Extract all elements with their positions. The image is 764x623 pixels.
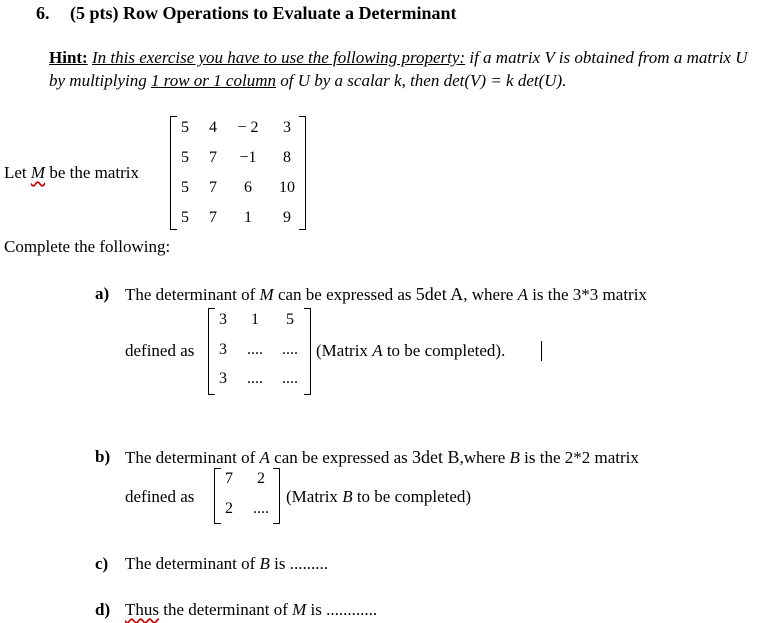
matrix-m — [170, 116, 306, 230]
problem-title: (5 pts) Row Operations to Evaluate a Determinant — [70, 3, 457, 23]
text-cursor — [541, 341, 542, 361]
matrix-cell: 7 — [209, 149, 217, 166]
hint-underlined: 1 row or 1 column — [150, 71, 276, 90]
part-b-text: The determinant of A can be expressed as 3det B,where B is the 2*2 matrix — [125, 447, 639, 467]
matrix-cell: −1 — [239, 149, 257, 166]
part-a-defined-as: defined as — [125, 341, 195, 360]
matrix-cell: 5 — [181, 209, 189, 226]
part-c-label: c) — [95, 554, 109, 573]
matrix-b — [214, 468, 280, 524]
matrix-cell: 5 — [181, 149, 189, 166]
matrix-cell: 3 — [283, 119, 291, 136]
matrix-cell: .... — [247, 370, 263, 387]
matrix-cell: − 2 — [237, 119, 259, 136]
matrix-cell: .... — [253, 500, 269, 517]
hint-property-text: In this exercise you have to use the following property: — [91, 48, 466, 67]
matrix-cell: 9 — [283, 209, 291, 226]
part-a-text: The determinant of M can be expressed as 5det A, where A is the 3*3 matrix — [125, 284, 647, 304]
hint-text-2: if a matrix V is obtained from a matrix U by multiplying — [49, 48, 748, 90]
matrix-cell: 2 — [257, 470, 265, 487]
matrix-cell: 10 — [279, 179, 295, 196]
part-c-text: The determinant of B is ......... — [125, 554, 329, 573]
matrix-cell: 4 — [209, 119, 217, 136]
matrix-cell: 5 — [181, 179, 189, 196]
part-d-text: Thus the determinant of M is ............ — [125, 600, 378, 619]
hint-text-3: of U by a scalar k, then det(V) = k det(U). — [275, 71, 567, 90]
part-d-label: d) — [95, 600, 111, 619]
hint-label: Hint: — [49, 48, 88, 67]
complete-heading: Complete the following: — [4, 237, 171, 256]
matrix-cell: 6 — [244, 179, 252, 196]
matrix-cell: 8 — [283, 149, 291, 166]
part-a-label: a) — [95, 284, 110, 303]
matrix-cell: 2 — [225, 500, 233, 517]
matrix-cell: 7 — [209, 209, 217, 226]
matrix-cell: 5 — [181, 119, 189, 136]
matrix-cell: 5 — [286, 311, 294, 328]
matrix-cell: 7 — [225, 470, 233, 487]
matrix-cell: .... — [247, 341, 263, 358]
matrix-cell: .... — [282, 341, 298, 358]
hint-paragraph — [49, 46, 761, 92]
problem-number: 6. — [36, 3, 50, 23]
matrix-cell: 1 — [244, 209, 252, 226]
matrix-cell: 1 — [251, 311, 259, 328]
matrix-cell: 7 — [209, 179, 217, 196]
matrix-a — [208, 308, 311, 395]
matrix-cell: 3 — [219, 370, 227, 387]
matrix-cell: .... — [282, 370, 298, 387]
part-b-note: (Matrix B to be completed) — [286, 487, 472, 506]
part-b-label: b) — [95, 447, 111, 466]
part-b-defined-as: defined as — [125, 487, 195, 506]
part-a-note: (Matrix A to be completed). — [316, 341, 506, 360]
matrix-m-intro: Let M be the matrix — [4, 163, 140, 182]
matrix-cell: 3 — [219, 341, 227, 358]
matrix-cell: 3 — [219, 311, 227, 328]
